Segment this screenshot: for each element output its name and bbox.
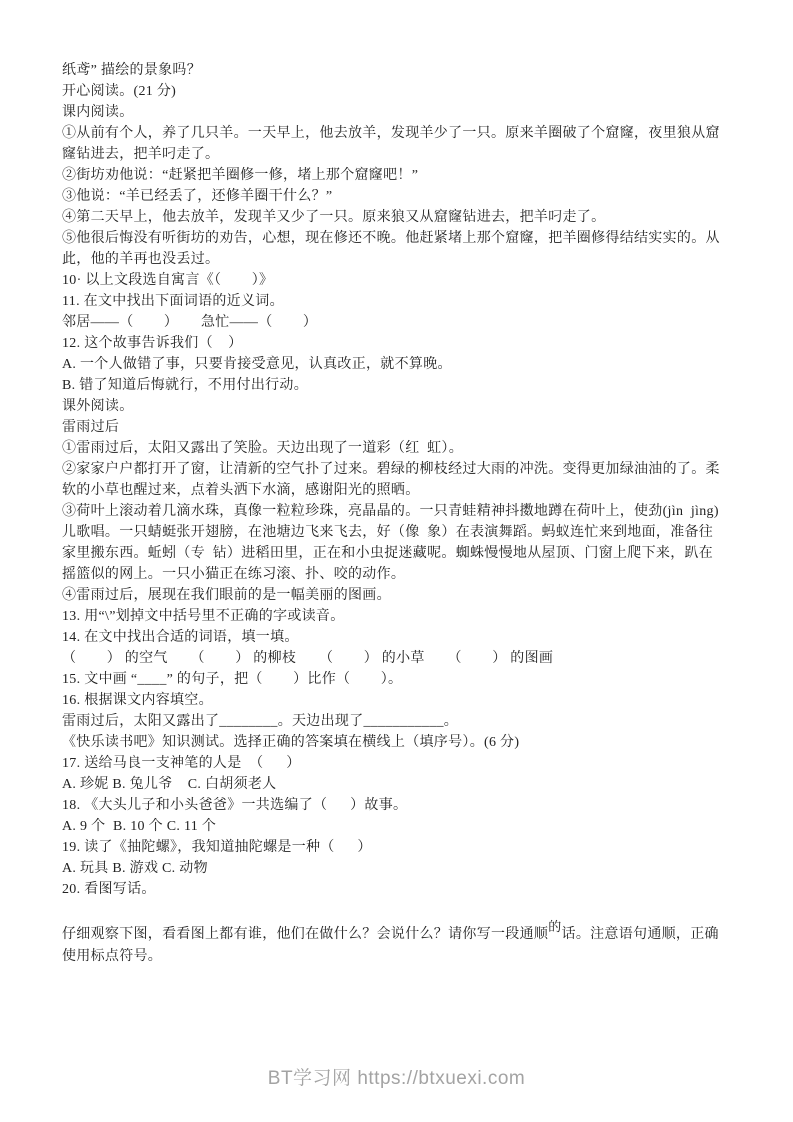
passage1-line-2: 窿钻进去，把羊叼走了。 xyxy=(62,147,220,162)
reading-quiz-heading: 《快乐读书吧》知识测试。选择正确的答案填在横线上（填序号）。(6 分) xyxy=(62,735,520,750)
question-10: 10· 以上文段选自寓言《（ ）》 xyxy=(62,273,274,288)
passage2-line-5: 儿歌唱。一只蜻蜓张开翅膀，在池塘边飞来飞去，好（像 象）在表演舞蹈。蚂蚁连忙来到地面，准备往 xyxy=(62,525,714,540)
question-18-options: A. 9 个 B. 10 个 C. 11 个 xyxy=(62,819,217,834)
passage2-line-1: ①雷雨过后，太阳又露出了笑脸。天边出现了一道彩（红 虹）。 xyxy=(62,441,463,456)
question-14: 14. 在文中找出合适的词语，填一填。 xyxy=(62,630,299,645)
question-15: 15. 文中画 “____” 的句子，把（ ）比作（ ）。 xyxy=(62,672,403,687)
happy-reading-heading: 开心阅读。(21 分) xyxy=(62,84,177,99)
writing-instructions-line2: 使用标点符号。 xyxy=(62,949,163,964)
passage2-line-4: ③荷叶上滚动着几滴水珠，真像一粒粒珍珠，亮晶晶的。一只青蛙精神抖擞地蹲在荷叶上，使劲(jìn jìng) xyxy=(62,504,719,519)
question-13: 13. 用“\”划掉文中括号里不正确的字或读音。 xyxy=(62,609,345,624)
passage1-line-1: ①从前有个人，养了几只羊。一天早上，他去放羊，发现羊少了一只。原来羊圈破了个窟窿，夜里狼从窟 xyxy=(62,126,720,141)
passage1-line-7: 此，他的羊再也没丢过。 xyxy=(62,252,220,267)
writing-line1-before: 仔细观察下图，看看图上都有谁，他们在做什么？会说什么？请你写一段通顺 xyxy=(62,927,549,942)
question-12: 12. 这个故事告诉我们（ ） xyxy=(62,336,243,351)
question-12-option-b: B. 错了知道后悔就行，不用付出行动。 xyxy=(62,378,309,393)
passage2-line-8: ④雷雨过后，展现在我们眼前的是一幅美丽的图画。 xyxy=(62,588,391,603)
question-12-option-a: A. 一个人做错了事，只要肯接受意见，认真改正，就不算晚。 xyxy=(62,357,452,372)
passage2-line-2: ②家家户户都打开了窗，让清新的空气扑了过来。碧绿的柳枝经过大雨的冲洗。变得更加绿油油的了。柔 xyxy=(62,462,720,477)
question-20: 20. 看图写话。 xyxy=(62,882,156,897)
passage2-line-6: 家里搬东西。蚯蚓（专 钻）进稻田里，正在和小虫捉迷藏呢。蜘蛛慢慢地从屋顶、门窗上爬下来，趴在 xyxy=(62,546,714,561)
passage1-line-3: ②街坊劝他说：“赶紧把羊圈修一修，堵上那个窟窿吧！” xyxy=(62,168,419,183)
intro-question-line: 纸鸢” 描绘的景象吗？ xyxy=(62,63,202,78)
writing-instructions-line1 xyxy=(62,912,778,942)
exam-content xyxy=(62,60,778,972)
passage2-line-7: 摇篮似的网上。一只小猫正在练习滚、扑、咬的动作。 xyxy=(62,567,406,582)
question-16: 16. 根据课文内容填空。 xyxy=(62,693,213,708)
question-19-options: A. 玩具 B. 游戏 C. 动物 xyxy=(62,861,208,876)
writing-task-instructions xyxy=(62,912,778,972)
extracurricular-reading-heading: 课外阅读。 xyxy=(62,399,134,414)
question-16-blanks: 雷雨过后，太阳又露出了________。天边出现了___________。 xyxy=(62,714,459,729)
question-17: 17. 送给马良一支神笔的人是 （ ） xyxy=(62,756,301,771)
passage1-line-4: ③他说：“羊已经丢了，还修羊圈干什么？” xyxy=(62,189,333,204)
passage1-line-5: ④第二天早上，他去放羊，发现羊又少了一只。原来狼又从窟窿钻进去，把羊叼走了。 xyxy=(62,210,606,225)
raised-de-character: 的 xyxy=(548,919,562,934)
writing-line1-after: 话。注意语句通顺，正确 xyxy=(561,927,719,942)
footer-watermark-text: BT学习网 https://btxuexi.com xyxy=(267,1068,526,1089)
in-class-reading-heading: 课内阅读。 xyxy=(62,105,134,120)
question-11: 11. 在文中找出下面词语的近义词。 xyxy=(62,294,284,309)
question-17-options: A. 珍妮 B. 兔儿爷 C. 白胡须老人 xyxy=(62,777,277,792)
question-14-blanks: （ ） 的空气 （ ） 的柳枝 （ ） 的小草 （ ） 的图画 xyxy=(62,651,554,666)
question-11-blanks: 邻居——（ ） 急忙——（ ） xyxy=(62,315,318,330)
question-19: 19. 读了《抽陀螺》，我知道抽陀螺是一种（ ） xyxy=(62,840,372,855)
passage2-title: 雷雨过后 xyxy=(62,420,120,435)
footer-watermark xyxy=(0,1063,793,1090)
passage2-line-3: 软的小草也醒过来，点着头洒下水滴，感谢阳光的照晒。 xyxy=(62,483,420,498)
passage1-line-6: ⑤他很后悔没有听街坊的劝告，心想，现在修还不晚。他赶紧堵上那个窟窿，把羊圈修得结结实实的。从 xyxy=(62,231,720,246)
question-18: 18. 《大头儿子和小头爸爸》一共选编了（ ）故事。 xyxy=(62,798,408,813)
